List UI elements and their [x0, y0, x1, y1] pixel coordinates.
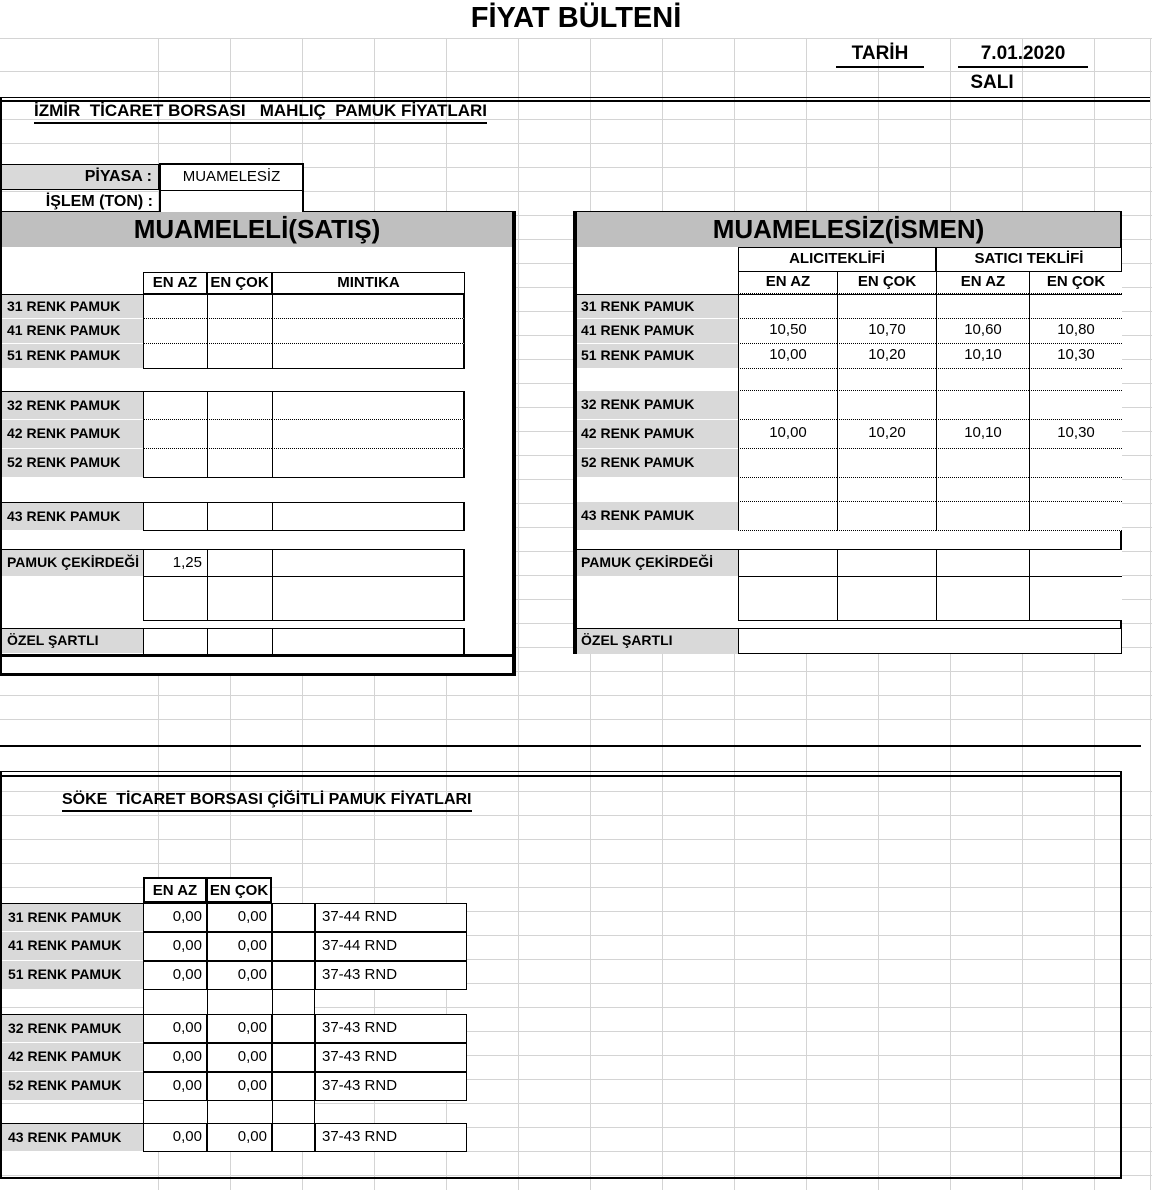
price-cell [143, 502, 207, 531]
gap-cell [272, 961, 315, 990]
price-cell [143, 391, 207, 420]
row-label: 31 RENK PAMUK [2, 903, 143, 932]
row-label: 52 RENK PAMUK [2, 449, 143, 478]
price-cell: 0,00 [207, 1043, 272, 1072]
price-cell [936, 449, 1029, 478]
row-label: PAMUK ÇEKİRDEĞİ [2, 549, 143, 577]
soke-section-title: SÖKE TİCARET BORSASI ÇİĞİTLİ PAMUK FİYATLARI [62, 791, 472, 812]
rnd-cell: 37-43 RND [315, 1072, 467, 1101]
grid-line [1150, 38, 1151, 1190]
row-label: 51 RENK PAMUK [2, 961, 143, 990]
price-cell [272, 628, 465, 654]
divider-line [0, 745, 1141, 747]
rnd-cell: 37-44 RND [315, 932, 467, 961]
price-cell [143, 294, 207, 319]
gap-cell [272, 1014, 315, 1043]
piyasa-value: MUAMELESİZ [161, 165, 302, 191]
price-cell [207, 502, 272, 531]
row-label: 51 RENK PAMUK [2, 344, 143, 369]
gap-cell [272, 1123, 315, 1152]
spacer-cell [207, 990, 272, 1014]
row-label: 31 RENK PAMUK [577, 294, 738, 319]
row-label: 43 RENK PAMUK [2, 502, 143, 531]
price-cell: 0,00 [207, 1123, 272, 1152]
price-cell: 10,20 [837, 344, 936, 369]
day-value: SALI [970, 72, 1014, 93]
row-label: 41 RENK PAMUK [2, 932, 143, 961]
row-label: 32 RENK PAMUK [2, 391, 143, 420]
price-cell: 0,00 [207, 903, 272, 932]
gap-cell [272, 932, 315, 961]
grid-cover [0, 39, 157, 70]
price-cell: 0,00 [143, 1043, 207, 1072]
spacer-cell [837, 478, 936, 502]
spacer-cell [936, 369, 1029, 391]
price-cell [738, 294, 837, 319]
price-cell [143, 628, 207, 654]
price-cell [936, 391, 1029, 420]
price-cell [207, 549, 272, 577]
price-cell [738, 502, 837, 531]
price-cell: 0,00 [143, 961, 207, 990]
price-cell: 10,30 [1029, 344, 1122, 369]
grid-cover [0, 72, 157, 94]
column-header: EN ÇOK [1029, 272, 1122, 294]
price-cell [143, 319, 207, 344]
divider-line [0, 97, 1150, 98]
grid-line [0, 695, 1152, 696]
row-label: ÖZEL ŞARTLI [2, 628, 143, 654]
row-label: ÖZEL ŞARTLI [577, 628, 738, 654]
price-cell [936, 502, 1029, 531]
price-cell: 1,25 [143, 549, 207, 577]
price-cell [738, 391, 837, 420]
price-cell: 10,60 [936, 319, 1029, 344]
row-label: 42 RENK PAMUK [2, 1043, 143, 1072]
price-cell: 0,00 [207, 932, 272, 961]
spacer-cell [1029, 478, 1122, 502]
price-cell: 0,00 [143, 1014, 207, 1043]
price-cell [207, 449, 272, 478]
column-header: EN AZ [143, 877, 207, 903]
price-cell [272, 391, 465, 420]
price-cell [1029, 502, 1122, 531]
spacer-cell [207, 1101, 272, 1123]
price-cell [207, 294, 272, 319]
price-cell [272, 420, 465, 449]
muameleli-section-title: MUAMELELİ(SATIŞ) [2, 212, 512, 247]
empty-cell [936, 577, 1029, 621]
price-cell [207, 319, 272, 344]
spacer-cell [1029, 369, 1122, 391]
price-cell: 10,00 [738, 344, 837, 369]
price-cell [936, 294, 1029, 319]
rnd-cell: 37-43 RND [315, 1123, 467, 1152]
row-label: 42 RENK PAMUK [2, 420, 143, 449]
row-label: 31 RENK PAMUK [2, 294, 143, 319]
price-cell [837, 449, 936, 478]
price-cell [272, 502, 465, 531]
price-cell: 0,00 [143, 1072, 207, 1101]
price-cell: 10,80 [1029, 319, 1122, 344]
spacer-cell [936, 478, 1029, 502]
grid-line [0, 719, 1152, 720]
thick-rule [0, 654, 516, 657]
price-cell [837, 549, 936, 577]
price-cell: 10,70 [837, 319, 936, 344]
empty-cell [272, 577, 465, 621]
date-value: 7.01.2020 [958, 41, 1088, 68]
grid-line [0, 38, 1152, 39]
column-header: EN ÇOK [207, 272, 272, 294]
rnd-cell: 37-43 RND [315, 961, 467, 990]
price-cell [936, 549, 1029, 577]
row-label: 42 RENK PAMUK [577, 420, 738, 449]
price-cell [1029, 549, 1122, 577]
row-label: 32 RENK PAMUK [577, 391, 738, 420]
empty-cell [1029, 577, 1122, 621]
page-title: FİYAT BÜLTENİ [470, 2, 682, 34]
empty-cell [143, 577, 207, 621]
date-label: TARİH [836, 41, 924, 68]
divider-line [0, 775, 1122, 777]
column-group-header: ALICITEKLİFİ [738, 247, 936, 272]
merged-cell [738, 628, 1122, 654]
price-cell: 0,00 [207, 961, 272, 990]
row-label: 43 RENK PAMUK [2, 1123, 143, 1152]
empty-cell [837, 577, 936, 621]
column-header: MINTIKA [272, 272, 465, 294]
gap-cell [272, 1072, 315, 1101]
price-cell: 0,00 [207, 1014, 272, 1043]
price-cell: 0,00 [143, 903, 207, 932]
row-label: 43 RENK PAMUK [577, 502, 738, 531]
price-cell [143, 420, 207, 449]
price-cell: 0,00 [143, 932, 207, 961]
spacer-cell [738, 478, 837, 502]
price-cell [207, 420, 272, 449]
column-group-header: SATICI TEKLİFİ [936, 247, 1122, 272]
gap-cell [272, 903, 315, 932]
piyasa-value-box [159, 163, 304, 214]
price-cell: 10,10 [936, 344, 1029, 369]
price-cell [272, 449, 465, 478]
rnd-cell: 37-43 RND [315, 1014, 467, 1043]
empty-cell [738, 577, 837, 621]
column-header: EN AZ [143, 272, 207, 294]
column-header: EN ÇOK [837, 272, 936, 294]
price-cell [837, 294, 936, 319]
price-cell [207, 391, 272, 420]
spacer-cell [738, 369, 837, 391]
price-cell [272, 549, 465, 577]
spacer-cell [272, 1101, 315, 1123]
spacer-cell [837, 369, 936, 391]
row-label: 32 RENK PAMUK [2, 1014, 143, 1043]
price-cell [272, 344, 465, 369]
column-header: EN AZ [936, 272, 1029, 294]
empty-cell [207, 577, 272, 621]
spacer-cell [272, 990, 315, 1014]
spacer-cell [143, 990, 207, 1014]
price-cell [837, 391, 936, 420]
price-cell [837, 502, 936, 531]
price-cell [1029, 391, 1122, 420]
piyasa-label: PİYASA : [1, 164, 159, 190]
price-cell [143, 449, 207, 478]
price-cell: 10,20 [837, 420, 936, 449]
price-cell [1029, 294, 1122, 319]
price-cell [207, 628, 272, 654]
row-label: 41 RENK PAMUK [2, 319, 143, 344]
islem-ton-label: İŞLEM (TON) : [45, 193, 153, 210]
price-cell: 0,00 [207, 1072, 272, 1101]
muamelesiz-section-title: MUAMELESİZ(İSMEN) [577, 212, 1120, 247]
price-cell [738, 549, 837, 577]
row-label: 52 RENK PAMUK [577, 449, 738, 478]
row-label: 41 RENK PAMUK [577, 319, 738, 344]
grid-line [0, 143, 1152, 144]
price-cell: 10,00 [738, 420, 837, 449]
price-cell [143, 344, 207, 369]
spacer-cell [143, 1101, 207, 1123]
row-label: PAMUK ÇEKİRDEĞİ [577, 549, 738, 577]
price-cell [272, 294, 465, 319]
price-cell: 0,00 [143, 1123, 207, 1152]
izmir-section-title: İZMİR TİCARET BORSASI MAHLIÇ PAMUK FİYATLARI [34, 101, 487, 124]
row-label: 52 RENK PAMUK [2, 1072, 143, 1101]
price-cell: 10,30 [1029, 420, 1122, 449]
price-cell [1029, 449, 1122, 478]
column-header: EN AZ [738, 272, 837, 294]
gap-cell [272, 1043, 315, 1072]
price-cell [738, 449, 837, 478]
price-cell: 10,10 [936, 420, 1029, 449]
price-cell: 10,50 [738, 319, 837, 344]
row-label: 51 RENK PAMUK [577, 344, 738, 369]
rnd-cell: 37-44 RND [315, 903, 467, 932]
price-cell [272, 319, 465, 344]
column-header: EN ÇOK [207, 877, 272, 903]
price-cell [207, 344, 272, 369]
rnd-cell: 37-43 RND [315, 1043, 467, 1072]
